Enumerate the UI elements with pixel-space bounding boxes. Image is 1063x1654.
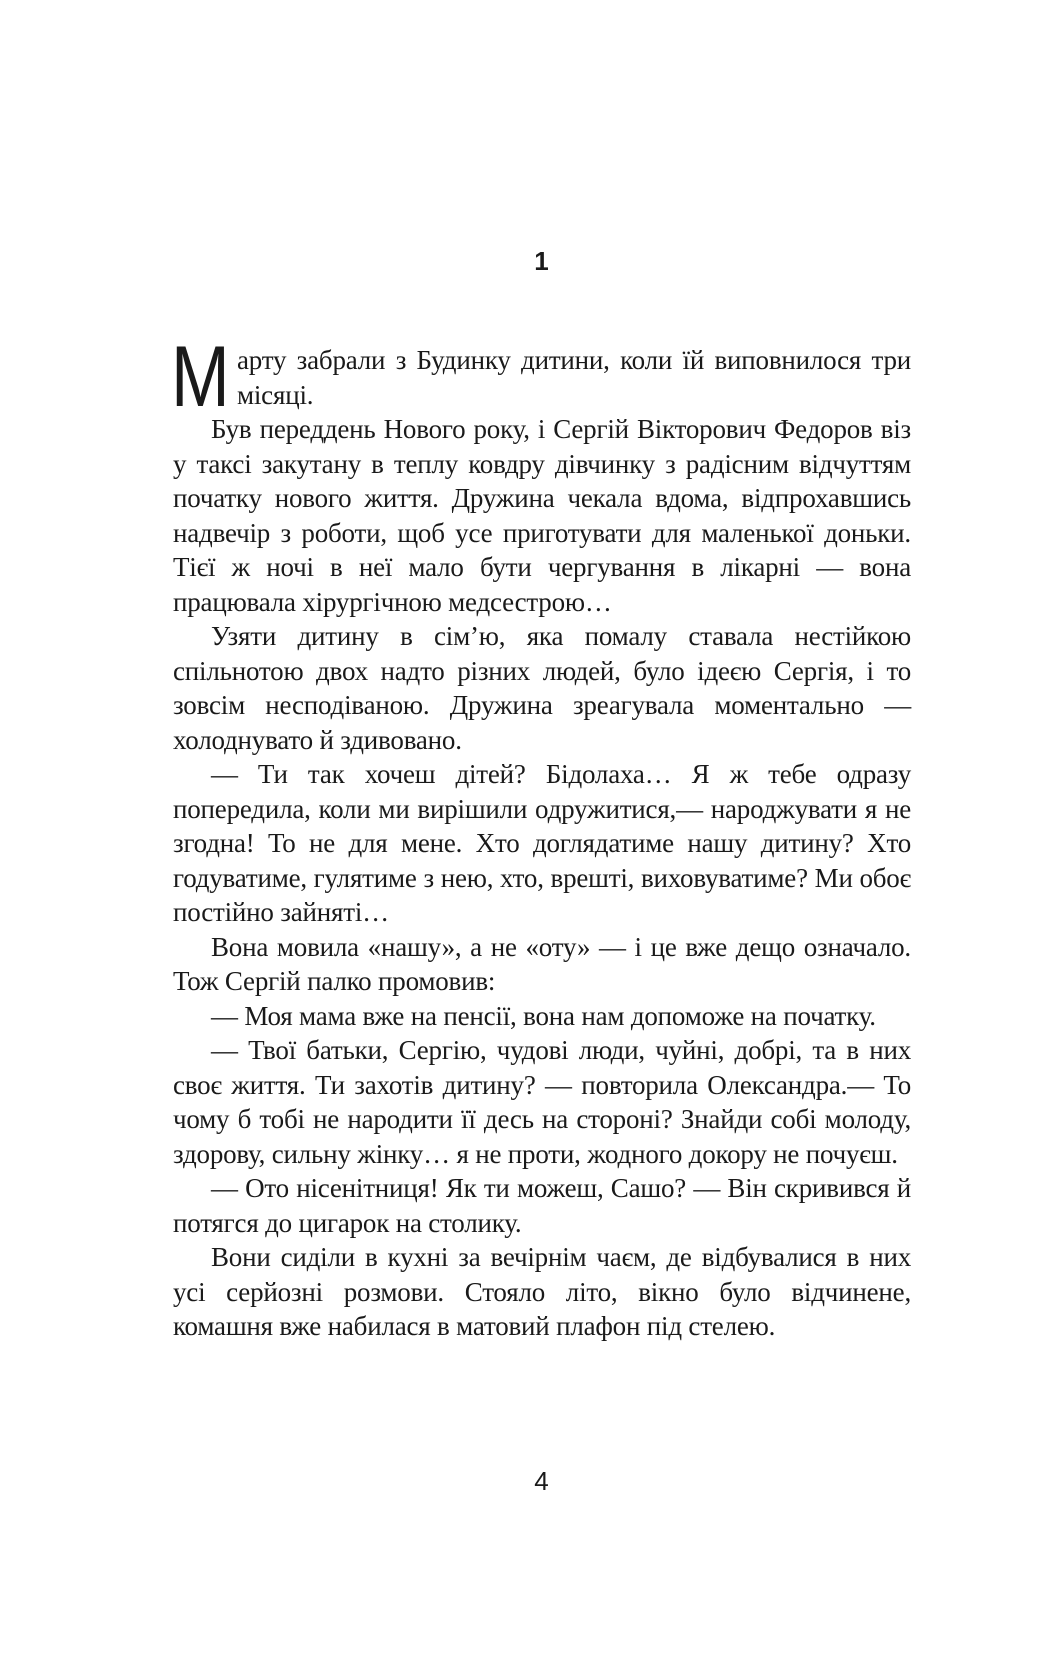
dialogue-paragraph: — Ти так хочеш дітей? Бідолаха… Я ж тебе одразу попередила, коли ми вирішили одружитися,— народжувати я не згодна! То не для мене. Хто доглядатиме нашу дитину? Хто годуватиме, гулятиме з нею, хто, врешті, виховуватиме? Ми обоє постійно зайняті… <box>173 759 911 927</box>
chapter-number: 1 <box>534 246 549 276</box>
paragraph: Вона мовила «нашу», а не «оту» — і це вже дещо означало. Тож Сергій палко промовив: <box>173 931 911 996</box>
dialogue-paragraph: — Моя мама вже на пенсії, вона нам допоможе на початку. <box>211 1000 876 1031</box>
paragraph-opening <box>171 329 911 425</box>
paragraph-text: арту забрали з Будинку дитини, коли їй виповнилося три місяці. <box>237 345 911 410</box>
drop-cap: М <box>171 329 230 425</box>
dialogue-paragraph: — Твої батьки, Сергію, чудові люди, чуйні, добрі, та в них своє життя. Ти захотів дитину? — повторила Олександра.— То чому б тобі не народити її десь на стороні? Знайди собі молоду, здорову, сильну жінку… я не проти, жодного докору не почуєш. <box>173 1035 911 1169</box>
paragraph: Вони сиділи в кухні за вечірнім чаєм, де відбувалися в них усі серйозні розмови. Стояло літо, вікно було відчинене, комашня вже набилася в матовий плафон під стелею. <box>173 1242 911 1341</box>
page-number: 4 <box>534 1466 549 1496</box>
paragraph: Узяти дитину в сім’ю, яка помалу ставала нестійкою спільнотою двох надто різних людей, було ідеєю Сергія, і то зовсім несподіваною. Дружина зреагувала моментально — холоднувато й здивовано. <box>173 621 911 755</box>
chapter-text <box>171 329 911 1344</box>
paragraph: Був переддень Нового року, і Сергій Вікторович Федоров віз у таксі закутану в теплу ковдру дівчинку з радісним відчуттям початку нового життя. Дружина чекала вдома, відпрохавшись надвечір з роботи, щоб усе приготувати для маленької доньки. Тієї ж ночі в неї мало бути чергування в лікарні — вона працювала хірургічною медсестрою… <box>173 414 911 617</box>
dialogue-paragraph: — Ото нісенітниця! Як ти можеш, Сашо? — Він скривився й потягся до цигарок на столику. <box>173 1173 911 1238</box>
